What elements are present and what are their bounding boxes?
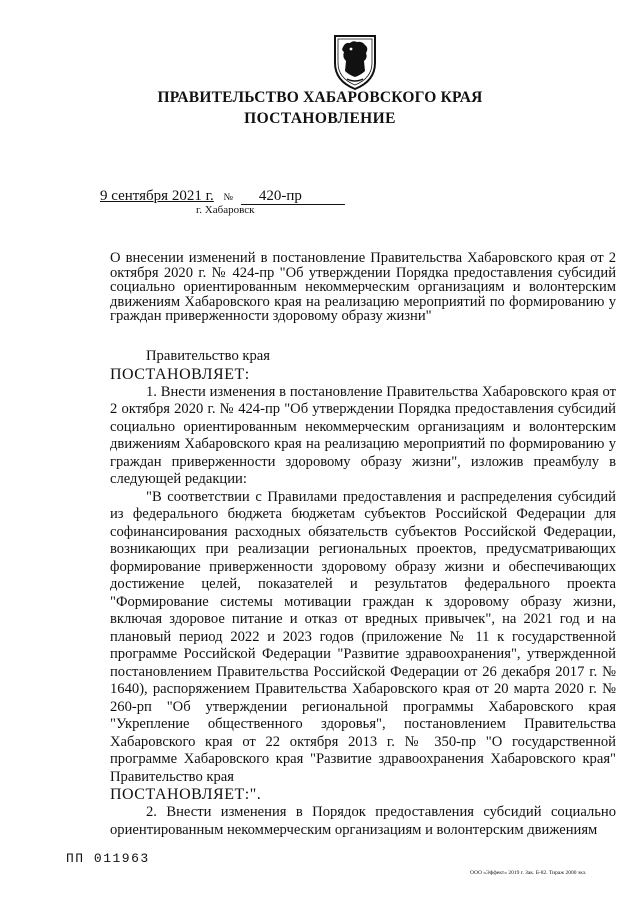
paragraph-1: 1. Внести изменения в постановление Правительства Хабаровского края от 2 октября 2020 г. № 424-пр "Об утверждении Порядка предоставления субсидий социально ориентированным некоммерческим организациям и волонтерским движениям Хабаровского края на реализацию мероприятий по формированию у граждан приверженности здоровому образу жизни", изложив преамбулу в следующей редакции:	[110, 383, 616, 487]
paragraph-2: "В соответствии с Правилами предоставления и распределения субсидий из федерального бюджета бюджетам субъектов Российской Федерации для софинансирования расходных обязательств субъектов Российской Федерации, возникающих при реализации региональных проектов, предусматривающих формирование приверженности здоровому образу жизни и обеспечивающих достижение целей, показателей и результатов федерального проекта "Формирование системы мотивации граждан к здоровому образу жизни, включая здоровое питание и отказ от вредных привычек", на 2021 год и на плановый период 2022 и 2023 годов (приложение № 11 к государственной программе Российской Федерации "Развитие здравоохранения", утвержденной постановлением Правительства Российской Федерации от 26 декабря 2017 г. № 1640), распоряжением Правительства Хабаровского края от 20 марта 2020 г. № 260-рп "Об утверждении региональной программы Хабаровского края "Укрепление общественного здоровья", постановлением Правительства Хабаровского края от 22 октября 2013 г. № 350-пр "О государственной программе Хабаровского края "Развитие здравоохранения Хабаровского края" Правительство края	[110, 488, 616, 785]
doc-number: 420-пр	[241, 189, 345, 205]
serial-number: ПП 011963	[66, 851, 150, 866]
doc-title: О внесении изменений в постановление Правительства Хабаровского края от 2 октября 2020 г. № 424-пр "Об утверждении Порядка предоставления субсидий социально ориентированным некоммерческим организациям и волонтерским движениям Хабаровского края на реализацию мероприятий по формированию у граждан приверженности здоровому образу жизни"	[110, 250, 616, 325]
intro-text: Правительство края	[146, 348, 270, 364]
date-number-line	[100, 188, 345, 205]
doc-type-heading: ПОСТАНОВЛЕНИЕ	[244, 110, 396, 127]
number-sign: №	[223, 192, 234, 203]
decree-word: ПОСТАНОВЛЯЕТ:	[110, 365, 250, 383]
paragraph-3: 2. Внести изменения в Порядок предоставления субсидий социально ориентированным некоммерческим организациям и волонтерским движениям	[110, 804, 616, 838]
doc-body	[110, 348, 616, 839]
doc-date: 9 сентября 2021 г.	[100, 188, 214, 204]
doc-city: г. Хабаровск	[196, 204, 255, 216]
decree-word-2: ПОСТАНОВЛЯЕТ:".	[110, 786, 262, 803]
coat-of-arms-icon	[331, 33, 379, 91]
printer-info: ООО «Эффект» 2019 г. Зак. Б-82. Тираж 2000 экз.	[470, 870, 587, 876]
org-heading: ПРАВИТЕЛЬСТВО ХАБАРОВСКОГО КРАЯ	[157, 89, 483, 106]
